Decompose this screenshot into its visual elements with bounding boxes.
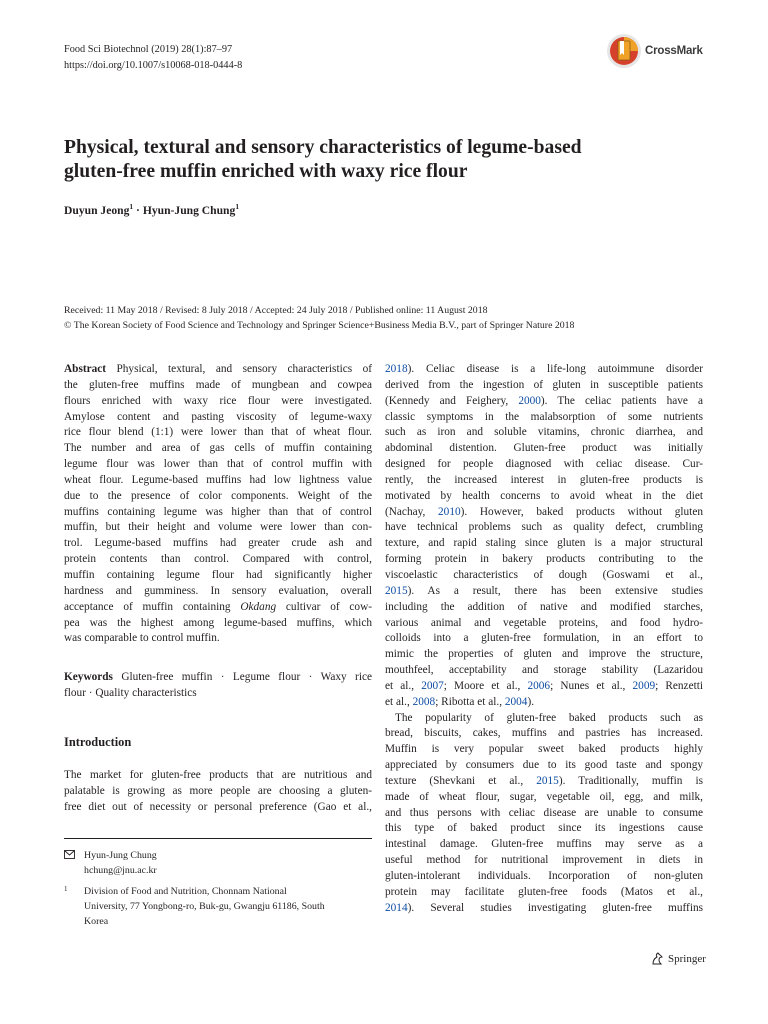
affiliation-number: 1	[64, 885, 68, 893]
body-line: texture, and rapid staling since gluten is a major structural	[385, 537, 703, 550]
journal-citation	[64, 42, 242, 74]
section-heading-introduction: Introduction	[64, 735, 132, 749]
citation-link[interactable]: 2006	[527, 679, 551, 692]
body-line: viscoelastic characteristics of dough (Goswami et al.,	[385, 568, 703, 581]
affiliation-line: University, 77 Yongbong-ro, Buk-gu, Gwangju 61186, South	[84, 901, 325, 912]
body-line: useful method for nutritional improvement in diets in	[385, 854, 703, 867]
author-name[interactable]: Hyun-Jung Chung	[142, 203, 236, 217]
keywords-line: Keywords Gluten-free muffin · Legume flour · Waxy rice	[64, 671, 372, 683]
body-line: such as iron and soluble vitamins, chronic diarrhea, and	[385, 426, 703, 439]
abstract-line: muffins containing legume was higher than that of control	[64, 505, 372, 518]
abstract-line: muffin, but their height and volume were lower than con-	[64, 521, 372, 534]
citation-link[interactable]: 2018	[385, 363, 408, 375]
body-line: Muffin is very popular sweet baked products highly	[385, 743, 703, 756]
affiliation-line: Korea	[84, 916, 109, 927]
intro-line: The market for gluten-free products that are nutritious and	[64, 769, 372, 781]
abstract-line: Abstract Physical, textural, and sensory characteristics of	[64, 363, 372, 375]
body-line: (Nachay, 2010). However, baked products without gluten	[385, 505, 703, 518]
springer-horse-icon	[650, 952, 664, 966]
body-line: 2014). Several studies investigating gluten-free muffins	[385, 901, 703, 914]
body-line: designed for people diagnosed with celiac disease. Cur-	[385, 458, 703, 471]
abstract-line: the gluten-free muffins made of mungbean and cowpea	[64, 378, 372, 391]
keywords-line: flour · Quality characteristics	[64, 686, 197, 699]
crossmark-badge[interactable]	[606, 32, 706, 70]
abstract-label: Abstract	[64, 363, 107, 375]
footnote-divider	[64, 838, 372, 839]
doi-link[interactable]: https://doi.org/10.1007/s10068-018-0444-8	[64, 60, 243, 71]
envelope-icon	[64, 850, 75, 859]
intro-line: free diet out of necessity or personal preference (Gao et al.,	[64, 800, 372, 813]
body-line: including the addition of native and modified starches,	[385, 600, 703, 613]
body-line: 2018). Celiac disease is a life-long autoimmune disorder	[385, 363, 703, 375]
affiliation-line: Division of Food and Nutrition, Chonnam National	[84, 886, 287, 897]
body-line: various animal and vegetable proteins, and food hydro-	[385, 616, 703, 629]
body-line: colloids into a gluten-free formulation, in an effort to	[385, 632, 703, 645]
abstract-line: due to the presence of color components. Weight of the	[64, 489, 372, 502]
citation-link[interactable]: 2009	[632, 679, 656, 692]
citation-link[interactable]: 2014	[385, 901, 408, 914]
abstract-line: Amylose content and pasting viscosity of legume-waxy	[64, 410, 372, 423]
body-line: derived from the ingestion of gluten in susceptible patients	[385, 378, 703, 391]
correspondence	[64, 848, 372, 878]
abstract-line: trol. Legume-based muffins had greater crude ash and	[64, 537, 372, 550]
citation-link[interactable]: 2007	[421, 679, 444, 692]
abstract-line: flours enriched with waxy rice flour were investigated.	[64, 394, 372, 407]
author-name[interactable]: Duyun Jeong	[64, 203, 130, 217]
abstract-line: wheat flour. Legume-based muffins had low lightness value	[64, 473, 372, 486]
citation-link[interactable]: 2000	[518, 394, 541, 407]
author-separator: ·	[133, 203, 143, 217]
body-line: bread, biscuits, cakes, muffins and pastries has increased.	[385, 727, 703, 740]
body-line: motivated by health concerns to avoid wheat in the diet	[385, 489, 703, 502]
body-line: have technical problems such as quality defect, crumbling	[385, 521, 703, 534]
citation-link[interactable]: 2008	[412, 695, 436, 708]
keywords-label: Keywords	[64, 671, 113, 683]
introduction-paragraph	[64, 768, 372, 816]
abstract-line: rice flour blend (1:1) were lower than that of wheat flour.	[64, 426, 372, 439]
body-line: protein may facilitate gluten-free foods (Matos et al.,	[385, 885, 703, 898]
citation-link[interactable]: 2004	[504, 695, 528, 708]
crossmark-label: CrossMark	[645, 45, 703, 57]
citation-link[interactable]: 2015	[385, 584, 408, 597]
abstract-line: acceptance of muffin containing Okdang cultivar of cow-	[64, 600, 372, 613]
keywords	[64, 670, 372, 702]
abstract	[64, 362, 372, 647]
article-title	[64, 136, 704, 184]
dates-line: Received: 11 May 2018 / Revised: 8 July 2018 / Accepted: 24 July 2018 / Published online: 11 August 2018	[64, 305, 488, 316]
affiliation	[64, 884, 372, 929]
body-line: appreciated by consumers due to its good taste and spongy	[385, 759, 703, 772]
publisher-name: Springer	[668, 953, 706, 965]
body-line: 2015). As a result, there has been extensive studies	[385, 584, 703, 597]
publication-history	[64, 303, 724, 333]
crossmark-icon	[606, 33, 642, 69]
email-link[interactable]: hchung@jnu.ac.kr	[84, 865, 157, 876]
body-line: et al., 2007; Moore et al., 2006; Nunes et al., 2009; Renzetti	[385, 679, 704, 692]
intro-line: palatable is growing as more people are choosing a gluten-	[64, 784, 372, 797]
body-line: and thus persons with celiac disease are unable to consume	[385, 806, 703, 819]
abstract-line: protein contents than control. Compared with control,	[64, 553, 372, 566]
copyright-line: © The Korean Society of Food Science and Technology and Springer Science+Business Media B.V., part of Springer Nature 2018	[64, 320, 575, 331]
body-line: abdominal distention. Gluten-free product was initially	[385, 442, 703, 455]
corresponding-author: Hyun-Jung Chung	[84, 850, 157, 861]
body-line: rently, the increased interest in gluten-free products is	[385, 473, 703, 486]
body-line: mouthfeel, acceptability and storage stability (Lazaridou	[385, 664, 703, 677]
body-line: intestinal damage. Gluten-free muffins may serve as a	[385, 838, 703, 851]
body-line: (Kennedy and Feighery, 2000). The celiac patients have a	[385, 394, 703, 407]
author-list	[64, 202, 239, 217]
abstract-line: was comparable to control muffin.	[64, 632, 220, 645]
body-line: et al., 2008; Ribotta et al., 2004).	[385, 695, 535, 708]
body-line: forming protein in bakery products contributing to the	[385, 553, 703, 566]
body-line: this type of baked product since its ingestions cause	[385, 822, 703, 835]
citation-link[interactable]: 2010	[438, 505, 461, 518]
abstract-line: The number and area of gas cells of muffin containing	[64, 442, 372, 455]
abstract-line: legume flour was lower than that of control muffin with	[64, 458, 372, 471]
cultivar-name: Okdang	[240, 600, 277, 613]
publisher-logo	[650, 952, 706, 966]
introduction-continued	[385, 362, 703, 917]
citation-link[interactable]: 2015	[536, 774, 559, 787]
abstract-line: hardness and gumminess. In sensory evaluation, overall	[64, 584, 372, 597]
body-line: made of wheat flour, sugar, vegetable oil, egg, and milk,	[385, 790, 703, 803]
body-line: mimic the properties of gluten and improve the structure,	[385, 648, 703, 661]
journal-line: Food Sci Biotechnol (2019) 28(1):87–97	[64, 44, 233, 55]
body-line: texture (Shevkani et al., 2015). Traditionally, muffin is	[385, 774, 704, 787]
abstract-line: pea was the highest among legume-based muffins, which	[64, 616, 372, 629]
affiliation-marker: 1	[129, 202, 134, 211]
body-line: gluten-intolerant individuals. Incorporation of non-gluten	[385, 870, 703, 882]
affiliation-marker: 1	[235, 202, 240, 211]
body-line: classic symptoms in the malabsorption of some nutrients	[385, 410, 703, 423]
title-line-1: Physical, textural and sensory characteristics of legume-based	[64, 137, 582, 158]
body-line: The popularity of gluten-free baked products such as	[395, 711, 703, 724]
abstract-line: muffin containing legume flour had significantly higher	[64, 568, 372, 581]
title-line-2: gluten-free muffin enriched with waxy rice flour	[64, 161, 468, 182]
